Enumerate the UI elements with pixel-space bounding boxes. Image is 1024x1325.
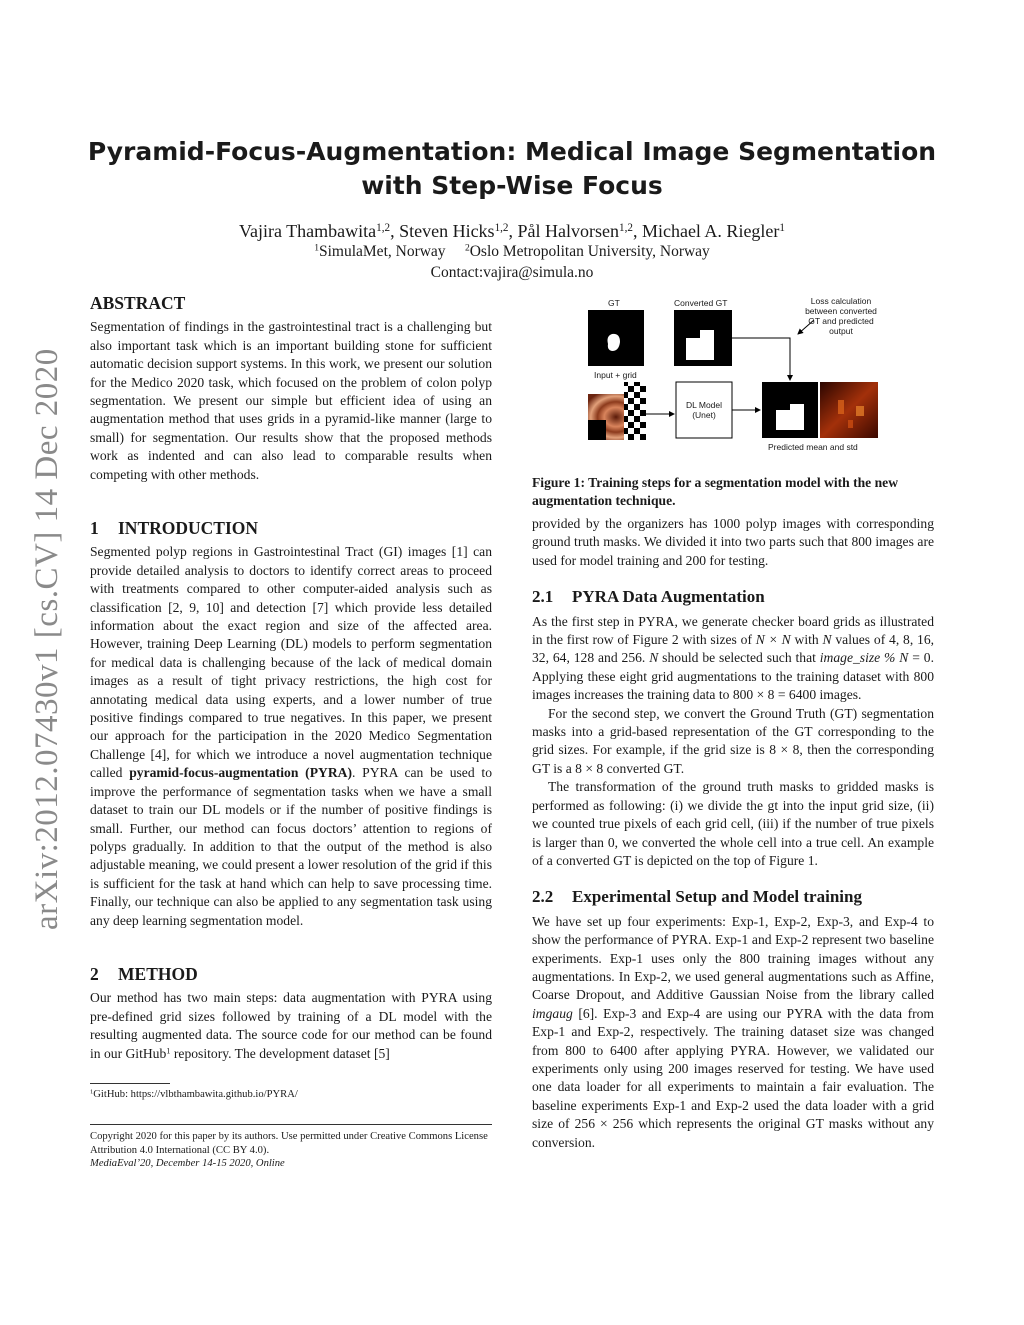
copyright-license: Copyright 2020 for this paper by its authors. Use permitted under Creative Commons License Attribution 4.0 International (CC BY 4.0). (90, 1131, 488, 1156)
math-n: N (649, 650, 659, 666)
section-2-2-paragraph-1 (532, 913, 934, 1152)
converted-gt-image (674, 310, 732, 366)
abstract-section (90, 294, 492, 484)
footnote-rule (90, 1083, 170, 1084)
library-name: imgaug (532, 1005, 573, 1021)
paper-title (60, 135, 964, 203)
text-span: As the first step in PYRA, we generate checker board grids as illustrated in the first row of Figure 2 with sizes of (532, 613, 934, 648)
figure-1 (586, 296, 880, 456)
arxiv-stamp: arXiv:2012.07430v1 [cs.CV] 14 Dec 2020 (29, 348, 65, 930)
method-text-part-a: Our method has two main steps: data augmentation with PYRA using pre-defined grid sizes followed by training of a DL model with the resulting augmented data. The source code for our method can be found in our GitHub (90, 990, 492, 1061)
math-expression: image_size % N (819, 650, 909, 666)
dataset-text: provided by the organizers has 1000 polyp images with corresponding ground truth masks. We divided it into two parts such that 800 images are used for model training and 200 for testing. (532, 516, 934, 568)
author-separator: , (632, 221, 642, 241)
section-2-1-heading (532, 588, 934, 606)
author-separator: , (508, 221, 518, 241)
affiliation-mark: 1 (314, 242, 319, 254)
venue: MediaEval’20, December 14-15 2020, Online (90, 1158, 285, 1169)
text-span: with (790, 632, 823, 648)
affiliation-1: SimulaMet, Norway (318, 243, 446, 260)
contact-email: Contact:vajira@simula.no (430, 264, 594, 281)
section-title: PYRA Data Augmentation (572, 587, 765, 607)
text-span: should be selected such that (658, 650, 820, 666)
predicted-mean-image (762, 382, 818, 438)
pyra-term: pyramid-focus-augmentation (PYRA) (129, 765, 352, 781)
author-name: Michael A. Riegler (641, 221, 780, 241)
footnote (90, 1088, 510, 1102)
author-name: Vajira Thambawita (239, 221, 377, 241)
title-line-2: with Step-Wise Focus (361, 171, 663, 200)
figure-label-input-grid: Input + grid (594, 370, 637, 380)
text-span: = 0. Applying these eight grid augmentations to the training dataset with 800 images increases the training data to 800 × 8 = 6400 images. (532, 650, 934, 703)
author-affiliation-mark: 1,2 (494, 221, 509, 234)
section-number: 2.2 (532, 887, 554, 907)
section-2-1-paragraph-2: For the second step, we convert the Ground Truth (GT) segmentation masks into a grid-based representation of the GT corresponding to the grid sizes. For example, if the grid size is 8 × 8, then the corresponding GT is a 8 × 8 converted GT. (532, 705, 934, 776)
affiliations (60, 242, 964, 262)
math-n: N (822, 632, 832, 648)
affiliation-2: Oslo Metropolitan University, Norway (469, 243, 710, 260)
method-text-part-b: repository. The development dataset [5] (170, 1045, 390, 1061)
gt-mask-image (588, 310, 644, 366)
footnote-link[interactable]: GitHub: https://vlbthambawita.github.io/PYRA/ (93, 1089, 298, 1100)
section-number: 2.1 (532, 587, 554, 607)
method-text (90, 989, 492, 1063)
author-name: Pål Halvorsen (517, 221, 619, 241)
right-column (532, 515, 934, 1152)
figure-label-dl-model: DL Model (Unet) (685, 400, 723, 420)
copyright-notice (90, 1130, 500, 1171)
figure-label-converted-gt: Converted GT (674, 298, 728, 308)
introduction-section (90, 519, 492, 930)
footnote-number: 1 (90, 1088, 94, 1096)
intro-text-part-a: Segmented polyp regions in Gastrointestinal Tract (GI) images [1] can provide detailed analysis to doctors to identify correct areas to proceed with treatments compared to other computer-aided analysis such as classification [2, 9, 10] and detection [7] which provide less detailed information about the exact region and size of the affected area. However, training Deep Learning (DL) models to perform segmentation for medical data is challenging because of the lack of medical domain images as a result of tight privacy restrictions, the high cost for annotating medical data using experts, and a lower number of true positive findings compared to true negatives. In this paper, we present our approach for the participation in the 2020 Medico Segmentation Challenge [4], for which we introduce a novel augmentation technique called (90, 544, 492, 781)
intro-text-part-b: . PYRA can be used to improve the performance of segmentation tasks when we have a small dataset to train our DL models or if the number of positive findings is small. Further, our method can focus doctors’ attention to regions of polyps gradually. In addition to that the output of the method is also adjustable meaning, we could present a lower resolution of the grid if this is sufficient for the task at hand which can help to save processing time. Finally, our technique can also be applied to any segmentation task using any deep learning segmentation model. (90, 765, 492, 928)
text-span: We have set up four experiments: Exp-1, Exp-2, Exp-3, and Exp-4 to show the performance of PYRA. Exp-1 and Exp-2 represent two baseline experiments. Exp-1 uses only the 800 training images without any augmentations. In Exp-2, we used general augmentations such as Affine, Coarse Dropout, and Additive Gaussian Noise from the library called (532, 913, 934, 1003)
section-2-1-paragraph-1 (532, 613, 934, 705)
text-span: values of 4, 8, 16, 32, 64, 128 and 256. (532, 632, 935, 666)
section-title: INTRODUCTION (118, 518, 259, 538)
figure-label-predicted: Predicted mean and std (768, 442, 858, 452)
author-separator: , (390, 221, 400, 241)
method-section (90, 965, 492, 1063)
author-affiliation-mark: 1 (779, 221, 785, 234)
author-name: Steven Hicks (399, 221, 495, 241)
abstract-text: Segmentation of findings in the gastrointestinal tract is a challenging but also important task which is an important building stone for sufficient automatic decision support systems. In this work, we present our solution for the Medico 2020 task, which focused on the problem of colon polyp segmentation. We present our simple but efficient idea of using an augmentation method that uses grids in a pyramid-like manner (large to small) for segmentation. Our results show that the proposed methods work as indented and can also lead to comparable results when competing with other methods. (90, 319, 492, 482)
section-title: METHOD (118, 964, 198, 984)
text-span: [6]. Exp-3 and Exp-4 are using our PYRA with the data from Exp-1 and Exp-2, respectively. The training dataset size was changed from 800 to 6400 after applying PYRA. However, we validated our experiments only using 200 images reserved for testing. We have used one data loader for all experiments to maintain a fair evaluation. The baseline experiments Exp-1 and Exp-2 used the data loader with a grid size of 256 × 256 which represents the original GT masks without any conversion. (532, 1005, 934, 1150)
section-number: 2 (90, 964, 99, 984)
section-2-1-paragraph-3: The transformation of the ground truth masks to gridded masks is performed as following: (i) we divide the gt into the input grid size, (ii) we counted true pixels of each grid cell, (iii) if the number of true pixels is larger than 0, we converted the whole cell into a true cell. An example of a converted GT is depicted on the top of Figure 1. (532, 779, 934, 868)
copyright-rule (90, 1124, 492, 1125)
author-list (60, 218, 964, 244)
figure-label-gt: GT (608, 298, 620, 308)
footnote-mark: 1 (166, 1045, 171, 1055)
section-title: Experimental Setup and Model training (572, 887, 862, 907)
math-nxn: N × N (755, 632, 791, 648)
method-heading (90, 965, 492, 983)
input-grid-image (588, 382, 646, 440)
section-2-2-heading (532, 888, 934, 906)
introduction-text (90, 543, 492, 930)
arrow-gt-to-output (732, 338, 790, 380)
author-affiliation-mark: 1,2 (619, 221, 633, 234)
figure-1-caption: Figure 1: Training steps for a segmentation model with the new augmentation technique. (532, 475, 899, 509)
figure-label-loss: Loss calculation between converted GT and predicted output (805, 296, 877, 336)
title-line-1: Pyramid-Focus-Augmentation: Medical Image Segmentation (87, 137, 937, 166)
section-number: 1 (90, 518, 99, 538)
author-affiliation-mark: 1,2 (376, 221, 391, 234)
predicted-std-image (820, 382, 878, 438)
introduction-heading (90, 519, 492, 537)
abstract-heading: ABSTRACT (90, 293, 186, 313)
affiliation-mark: 2 (464, 242, 470, 254)
